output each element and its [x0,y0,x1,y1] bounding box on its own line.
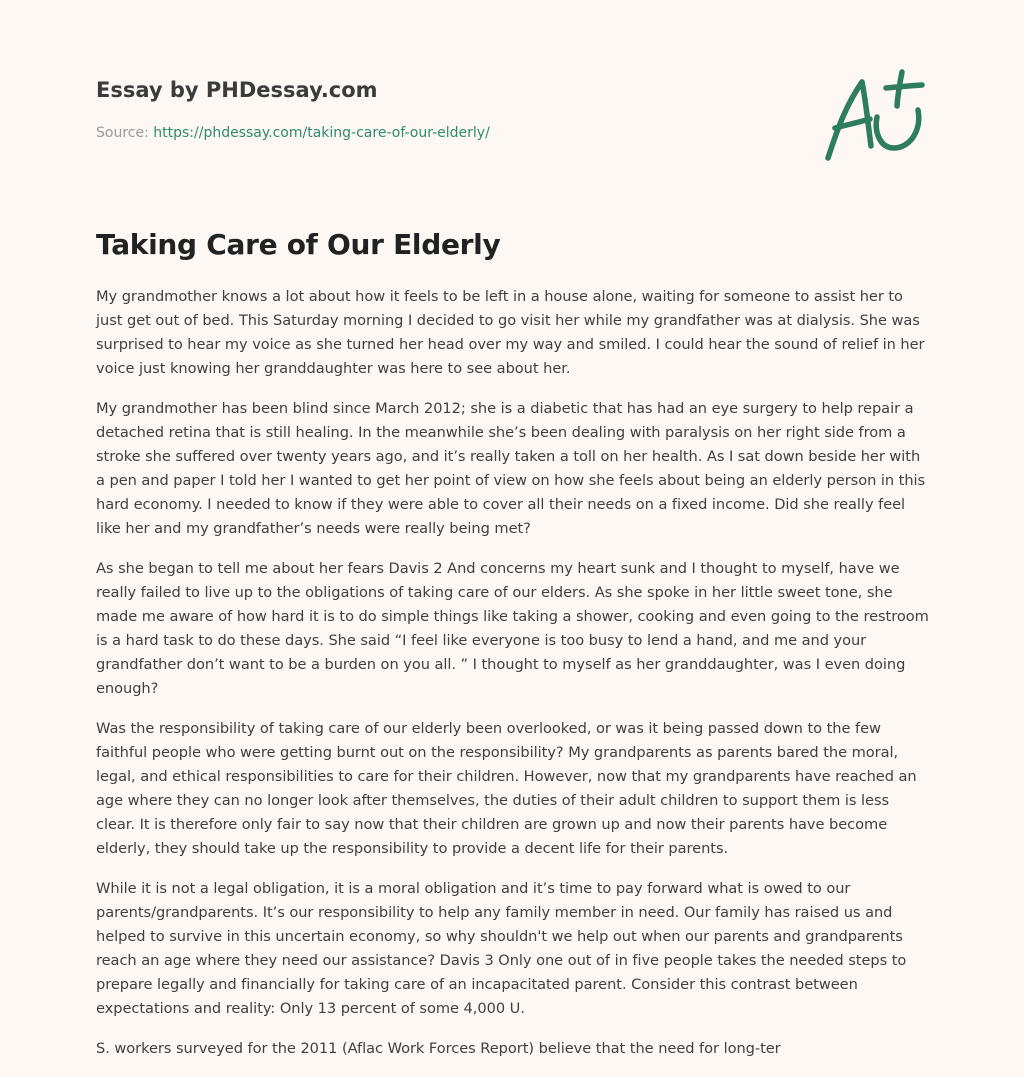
essay-header [96,76,796,142]
source-line [96,124,796,142]
site-brand: Essay by PHDessay.com [96,78,378,102]
essay-paragraph: As she began to tell me about her fears Davis 2 And concerns my heart sunk and I thought to myself, have we really failed to live up to the obligations of taking care of our elders. As she spoke in her little sweet tone, she made me aware of how hard it is to do simple things like taking a shower, cooking and even going to the restroom is a hard task to do these days. She said “I feel like everyone is too busy to lend a hand, and me and your grandfather don’t want to be a burden on you all. ” I thought to myself as her granddaughter, was I even doing enough? [96,560,929,697]
essay-paragraph: My grandmother knows a lot about how it feels to be left in a house alone, waiting for someone to assist her to just get out of bed. This Saturday morning I decided to go visit her while my grandfather was at dialysis. She was surprised to hear my voice as she turned her head over my way and smiled. I could hear the sound of relief in her voice just knowing her granddaughter was here to see about her. [96,288,925,377]
essay-paragraph: While it is not a legal obligation, it is a moral obligation and it’s time to pay forward what is owed to our parents/grandparents. It’s our responsibility to help any family member in need. Our family has raised us and helped to survive in this uncertain economy, so why shouldn't we help out when our parents and grandparents reach an age where they need our assistance? Davis 3 Only one out of in five people takes the needed steps to prepare legally and financially for taking care of an incapacitated parent. Consider this contrast between expectations and reality: Only 13 percent of some 4,000 U. [96,880,907,1017]
essay-body [96,285,931,1077]
essay-title: Taking Care of Our Elderly [96,228,501,261]
essay-paragraph: Was the responsibility of taking care of our elderly been overlooked, or was it being passed down to the few faithful people who were getting burnt out on the responsibility? My grandparents as parents bared the moral, legal, and ethical responsibilities to care for their children. However, now that my grandparents have reached an age where they can no longer look after themselves, the duties of their adult children to support them is less clear. It is therefore only fair to say now that their children are grown up and now their parents have become elderly, they should take up the responsibility to provide a decent life for their parents. [96,720,917,857]
essay-paragraph: My grandmother has been blind since March 2012; she is a diabetic that has had an eye surgery to help repair a detached retina that is still healing. In the meanwhile she’s been dealing with paralysis on her right side from a stroke she suffered over twenty years ago, and it’s really taken a toll on her health. As I sat down beside her with a pen and paper I told her I wanted to get her point of view on how she feels about being an elderly person in this hard economy. I needed to know if they were able to cover all their needs on a fixed income. Did she really feel like her and my grandfather’s needs were really being met? [96,400,926,537]
essay-paragraph: S. workers surveyed for the 2011 (Aflac Work Forces Report) believe that the need for long-ter [96,1040,781,1057]
source-label: Source: [96,125,154,141]
source-link[interactable]: https://phdessay.com/taking-care-of-our-elderly/ [153,125,490,141]
a-plus-logo-icon [822,68,928,164]
